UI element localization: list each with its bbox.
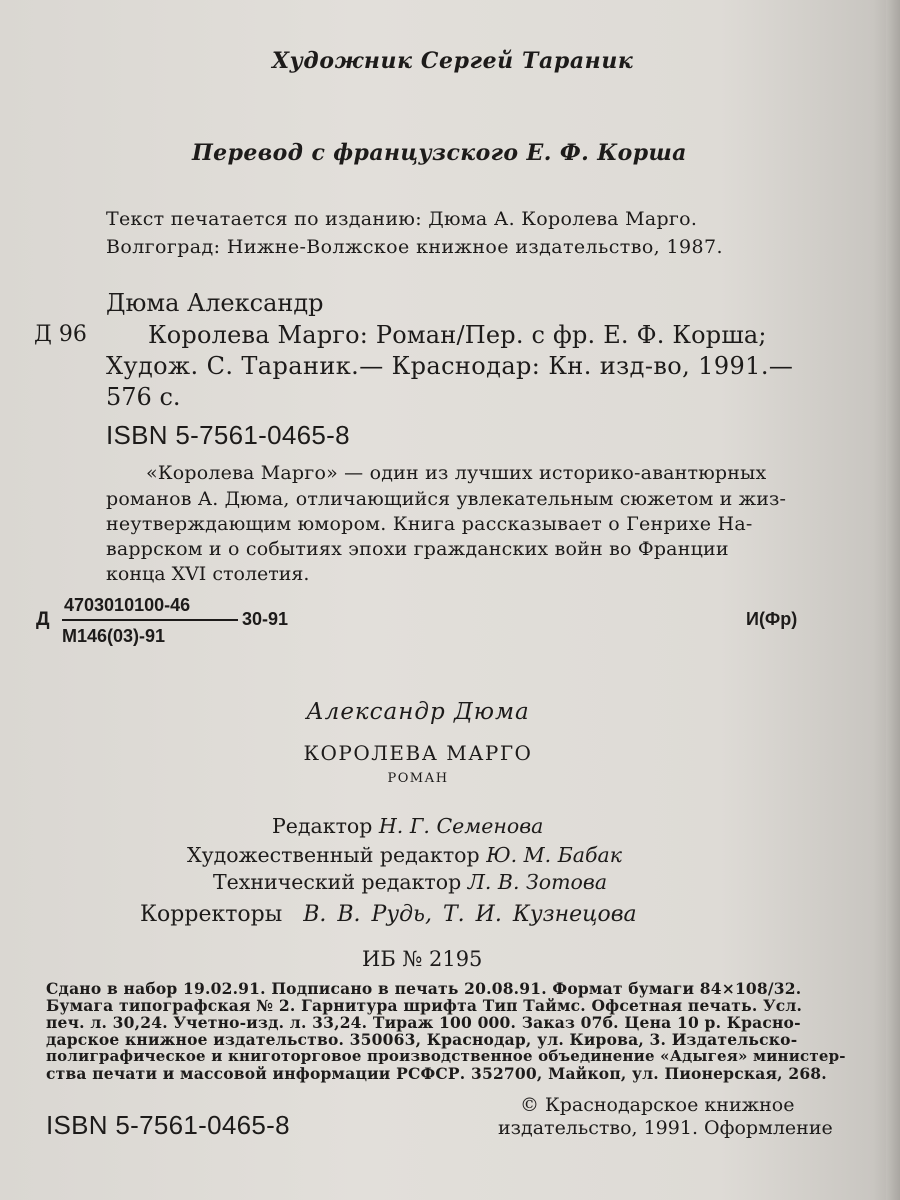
editor-name: Л. В. Зотова [467,870,608,894]
catalog-isbn: ISBN 5-7561-0465-8 [106,420,350,450]
index-classification: И(Фр) [746,609,798,629]
editor-line [272,814,543,838]
book-title: КОРОЛЕВА МАРГО [303,741,533,765]
editor-role: Технический редактор [213,870,462,894]
imprint-line: Бумага типографская № 2. Гарнитура шрифта Тип Таймс. Офсетная печать. Усл. [46,996,803,1015]
editor-name: В. В. Рудь, Т. И. Кузнецова [303,902,637,927]
imprint-line: печ. л. 30,24. Учетно-изд. л. 33,24. Тираж 100 000. Заказ 07б. Цена 10 р. Красно- [46,1013,801,1032]
annotation-line: варрском и о событиях эпохи гражданских войн во Франции [106,538,729,560]
editor-line [187,843,622,867]
copyright-line: © Краснодарское книжное [520,1094,795,1116]
imprint-line: Сдано в набор 19.02.91. Подписано в печать 20.08.91. Формат бумаги 84×108/32. [46,979,802,998]
editor-name: Ю. М. Бабак [486,843,622,867]
catalog-code: Д 96 [34,322,87,347]
editor-name: Н. Г. Семенова [378,814,544,838]
artist-credit: Художник Сергей Тараник [272,48,634,74]
source-note-line: Волгоград: Нижне-Волжское книжное издательство, 1987. [106,236,723,258]
catalog-description-line: Королева Марго: Роман/Пер. с фр. Е. Ф. Корша; [148,321,767,349]
editor-line [213,870,607,894]
imprint-line: полиграфическое и книготорговое производственное объединение «Адыгея» министер- [46,1047,846,1065]
index-denominator: М146(03)-91 [62,626,166,646]
page-edge-shadow [886,0,900,1200]
catalog-description-line: 576 с. [106,383,181,411]
catalog-author: Дюма Александр [106,289,324,317]
book-genre: РОМАН [387,771,449,786]
copyright-line: издательство, 1991. Оформление [498,1117,833,1139]
editor-role: Художественный редактор [187,843,480,867]
imprint-line: ства печати и массовой информации РСФСР. 352700, Майкоп, ул. Пионерская, 268. [46,1064,827,1083]
editor-role: Редактор [272,814,373,838]
index-letter: Д [36,609,50,630]
editor-line [140,902,637,927]
annotation-line: неутверждающим юмором. Книга рассказывает о Генрихе На- [106,513,753,535]
index-fraction-line [62,619,238,621]
annotation-line: «Королева Марго» — один из лучших историко-авантюрных [146,462,767,484]
footer-isbn: ISBN 5-7561-0465-8 [46,1110,290,1140]
catalog-description-line: Худож. С. Тараник.— Краснодар: Кн. изд-во, 1991.— [106,352,794,380]
title-author: Александр Дюма [306,699,530,725]
imprint-line: дарское книжное издательство. 350063, Краснодар, ул. Кирова, 3. Издательско- [46,1030,798,1049]
annotation-line: романов А. Дюма, отличающийся увлекательным сюжетом и жиз- [106,488,787,510]
editor-role: Корректоры [140,902,283,927]
annotation-line: конца XVI столетия. [106,563,310,585]
index-number: 30-91 [242,609,289,629]
index-numerator: 4703010100-46 [64,595,191,615]
translation-credit: Перевод с французского Е. Ф. Корша [192,140,687,166]
source-note-line: Текст печатается по изданию: Дюма А. Королева Марго. [106,208,698,230]
ib-number: ИБ № 2195 [362,947,483,971]
